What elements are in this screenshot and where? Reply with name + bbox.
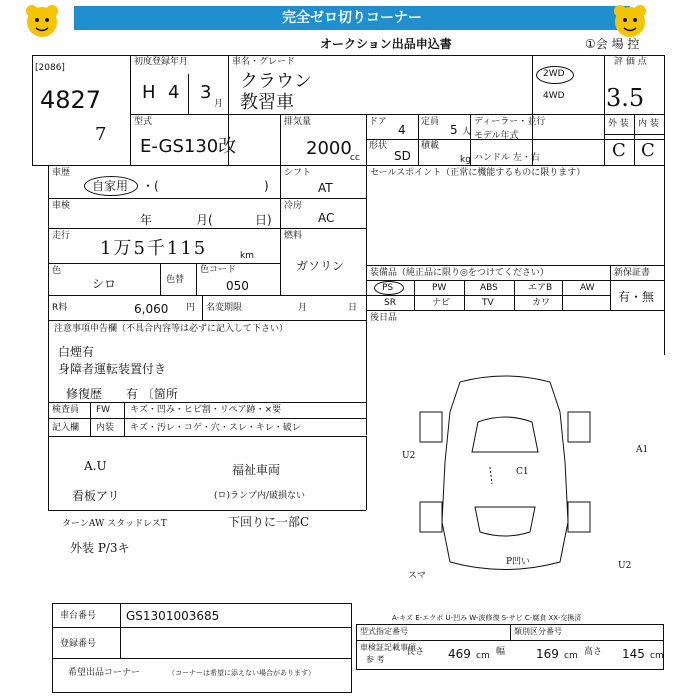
color-swap-label: 色替 [166,275,185,285]
hand-left1: A.U [84,459,107,473]
name-change-month: 月 [298,303,308,313]
category-value: 自家用 [92,179,129,193]
color-value: シロ [92,277,117,291]
recorder-inside: 内装 [96,423,115,433]
capacity-unit: 人 [462,127,472,137]
car-grade: 教習車 [240,92,294,113]
hand-right3: 下回りに一部C [228,515,310,529]
sales-point-label: セールスポイント（正常に機能するものに限ります） [370,168,586,178]
color-code: 050 [226,279,249,293]
first-reg-month-unit: 月 [214,99,224,109]
mileage-label: 走行 [52,231,71,241]
exterior-value: C [612,140,626,161]
lot-code: [2086] [35,63,65,73]
inspection-year: 年 [140,213,153,227]
chassis-value: GS1301003685 [126,609,220,623]
height-value: 145 [622,647,645,661]
model-label: 型式 [134,117,153,127]
category-close: ) [264,179,269,193]
lot-number: 4827 [40,86,102,114]
name-change-day: 日 [348,303,358,313]
equip-r1-3: エアB [528,283,553,293]
doors-value: 4 [398,123,406,137]
width-unit: cm [564,651,578,661]
inspector-fw: FW [96,405,111,415]
category-label: 車歴 [52,168,71,178]
displacement-unit: cc [350,153,360,163]
model-value: E-GS130改 [140,136,237,157]
exterior-label: 外 装 [608,119,629,129]
desire-note: （コーナーは希望に添えない場合があります） [168,669,315,677]
displacement-label: 排気量 [284,117,312,127]
shape-value: SD [394,149,411,163]
equip-r1-2: ABS [480,283,498,293]
car-name-label: 車名・グレード [232,57,296,67]
equip-r1-1: PW [432,283,447,293]
desire-label: 希望出品コーナー [68,668,141,678]
banner: 完全ゼロ切りコーナー [74,6,630,30]
venue-label: ①会 場 控 [585,37,640,51]
hand-left2: 看板アリ [72,489,120,503]
recorder-label: 記入欄 [52,423,80,433]
model-year-label: モデル年式 [474,131,519,141]
equip-r1-4: AW [580,283,595,293]
score-label: 評 価 点 [614,57,647,67]
shift-label: シフト [284,168,312,178]
displacement-value: 2000 [306,138,352,159]
mark-p: P凹い [506,557,531,567]
width-value: 169 [536,647,559,661]
hand-left3: ターンAW スタッドレスT [62,519,167,529]
form-title: オークション出品申込書 [320,37,452,51]
cooling-value: AC [318,211,335,225]
mileage-unit: km [240,251,254,261]
recorder-items: キズ・汚レ・コゲ・穴・スレ・キレ・破レ [130,423,301,433]
category-rest: ・( [142,179,159,193]
cooling-label: 冷房 [284,201,303,211]
doors-label: ドア [369,117,387,127]
mark-a1: A1 [636,445,649,455]
inspector-items: キズ・凹み・ヒビ割・リペア跡・×要 [130,405,282,415]
hand-right2: (ロ)ランプ内/破損ない [214,491,306,501]
car-name: クラウン [240,71,312,92]
cert-label: 型式指定番号 [360,627,408,636]
mark-c1: C1 [516,467,529,477]
notes-label: 注意事項申告欄（不具合内容等は必ずに記入して下さい） [54,324,289,334]
mileage-value: 1万5千115 [100,238,208,259]
first-reg-year: 4 [168,82,180,103]
recycle-label: R料 [52,303,68,313]
legend: A-キズ E-エクボ U-凹み W-波修復 S-サビ C-腐食 XX-交換済 [392,614,582,622]
handle-label: ハンドル 左・右 [474,153,540,163]
mark-u2-left: U2 [402,451,416,461]
load-unit: kg [460,155,471,165]
recycle-value: 6,060 [134,302,169,316]
notes-line1: 白煙有 [58,345,95,359]
mark-u2-right: U2 [618,561,632,571]
dims-sub1: 車検証記載事項 [360,643,416,652]
inspection-month: 月( [196,213,213,227]
score-value: 3.5 [606,84,645,112]
width-label: 幅 [496,647,506,657]
inspector-label: 検査員 [52,405,80,415]
lot-mark: 7 [95,124,107,145]
interior-value: C [641,140,655,161]
equip-r2-2: TV [482,298,494,308]
length-value: 469 [448,647,471,661]
car-damage-diagram [390,372,620,582]
equip-r2-1: ナビ [432,298,451,308]
cat-label: 類別区分番号 [514,627,562,636]
shape-label: 形状 [369,141,388,151]
hand-right1: 福祉車両 [232,463,281,477]
new-warranty-label: 新保証書 [614,268,651,278]
inspection-day: 日) [255,213,272,227]
length-label: 長さ [406,647,425,657]
equip-r1-0: PS [382,283,394,293]
new-warranty-value: 有・無 [618,290,655,304]
first-reg-label: 初度登録年月 [134,57,189,67]
recycle-unit: 円 [186,303,196,313]
chassis-label: 車台番号 [60,611,97,621]
notes-line2: 身障者運転装置付き [58,362,167,376]
length-unit: cm [476,651,490,661]
shift-value: AT [318,181,333,195]
height-label: 高さ [584,647,603,657]
repair-value: 有 〔箇所 [126,387,178,401]
fuel-label: 燃料 [284,231,303,241]
mascot-left-icon [22,2,62,42]
load-label: 積載 [421,141,440,151]
rear-seat-label: 後日品 [370,313,398,323]
mascot-right-icon [610,2,650,42]
repair-label: 修復歴 [66,387,103,401]
capacity-value: 5 [450,123,458,137]
name-change-label: 名変期限 [206,303,243,313]
equip-r2-3: カワ [532,298,551,308]
hand-left4: 外装 P/3キ [70,541,130,555]
dims-sub2: 参 考 [366,655,385,664]
height-unit: cm [650,651,664,661]
equipment-label: 装備品（純正品に限り◎をつけてください） [370,268,549,278]
fuel-value: ガソリン [296,259,345,273]
reg-no-label: 登録番号 [60,639,97,649]
color-label: 色 [52,266,62,276]
drive-2wd: 2WD [543,69,565,79]
first-reg-era: H [142,82,156,103]
interior-label: 内 装 [638,119,659,129]
first-reg-month: 3 [200,82,212,103]
color-code-label: 色コード [200,265,237,275]
capacity-label: 定員 [421,117,440,127]
equip-r2-0: SR [384,298,396,308]
inspection-label: 車検 [52,201,71,211]
drive-4wd: 4WD [543,91,565,101]
mark-bottom: スマ [408,571,426,581]
dealer-label: ディーラー・並行 [474,117,546,127]
